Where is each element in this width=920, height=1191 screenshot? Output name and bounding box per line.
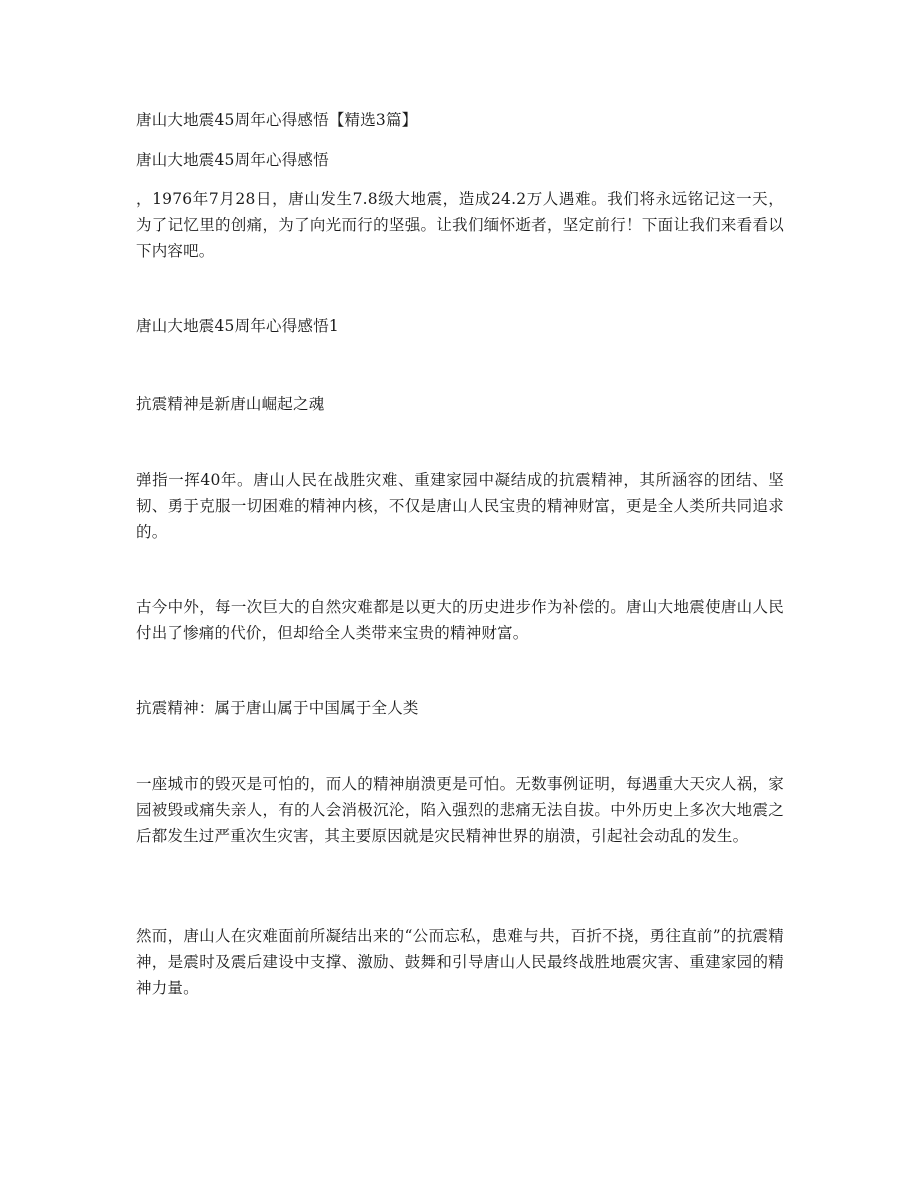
paragraph-4: 然而，唐山人在灾难面前所凝结出来的“公而忘私，患难与共，百折不挠，勇往直前”的抗震精神，是震时及震后建设中支撑、激励、鼓舞和引导唐山人民最终战胜地震灾害、重建家园的精神力量。 <box>136 927 784 997</box>
paragraph-3: 一座城市的毁灭是可怕的，而人的精神崩溃更是可怕。无数事例证明，每遇重大天灾人祸，家园被毁或痛失亲人，有的人会消极沉沦，陷入强烈的悲痛无法自拔。中外历史上多次大地震之后都发生过严重次生灾害，其主要原因就是灾民精神世界的崩溃，引起社会动乱的发生。 <box>136 775 784 845</box>
heading-1: 抗震精神是新唐山崛起之魂 <box>136 395 325 413</box>
heading-2: 抗震精神：属于唐山属于中国属于全人类 <box>136 699 419 717</box>
paragraph-2: 古今中外，每一次巨大的自然灾难都是以更大的历史进步作为补偿的。唐山大地震使唐山人民付出了惨痛的代价，但却给全人类带来宝贵的精神财富。 <box>136 598 784 642</box>
intro-paragraph: ，1976年7月28日，唐山发生7.8级大地震，造成24.2万人遇难。我们将永远铭记这一天，为了记忆里的创痛，为了向光而行的坚强。让我们缅怀逝者，坚定前行！下面让我们来看看以下内容吧。 <box>136 190 784 260</box>
main-title: 唐山大地震45周年心得感悟【精选3篇】 <box>136 111 418 129</box>
subtitle: 唐山大地震45周年心得感悟 <box>136 151 329 169</box>
paragraph-1: 弹指一挥40年。唐山人民在战胜灾难、重建家园中凝结成的抗震精神，其所涵容的团结、坚韧、勇于克服一切困难的精神内核，不仅是唐山人民宝贵的精神财富，更是全人类所共同追求的。 <box>136 471 784 541</box>
section-heading: 唐山大地震45周年心得感悟1 <box>136 317 339 335</box>
